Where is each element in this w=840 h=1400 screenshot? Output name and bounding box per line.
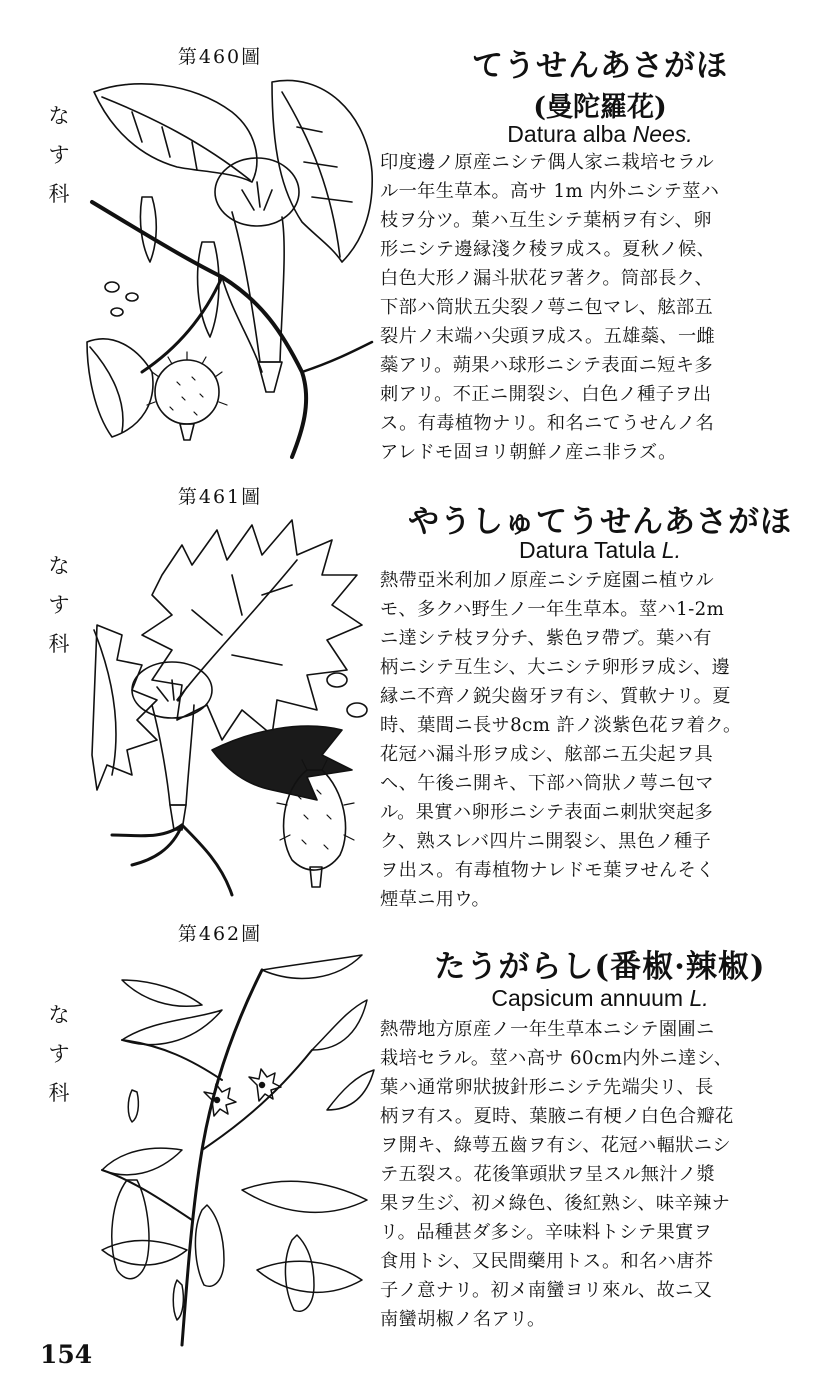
scientific-author: L. <box>689 985 709 1011</box>
description-line: モ、多クハ野生ノ一年生草本。莖ハ1-2m <box>380 599 725 620</box>
family-char: す <box>48 1042 70 1066</box>
family-label <box>44 106 74 205</box>
entry-title: てうせんあさがほ <box>472 48 728 84</box>
description-line: ヲ出ス。有毒植物ナレドモ葉ヲせんそく <box>380 860 715 881</box>
family-char: な <box>48 104 70 128</box>
illustration-datura-alba <box>82 72 382 462</box>
description-line: テ五裂ス。花後筆頭狀ヲ呈スル無汁ノ漿 <box>380 1164 716 1185</box>
page-number: 154 <box>40 1340 93 1369</box>
description-line: ス。有毒植物ナリ。和名ニてうせんノ名 <box>380 413 715 434</box>
description-line: 印度邊ノ原産ニシテ偶人家ニ栽培セラル <box>380 152 715 173</box>
description-line: 花冠ハ漏斗形ヲ成シ、舷部ニ五尖起ヲ具 <box>380 744 714 765</box>
description-line: リ。品種甚ダ多シ。辛味料トシテ果實ヲ <box>380 1222 713 1243</box>
entry-subtitle: (曼陀羅花) <box>533 92 667 123</box>
description-line: 熱帶亞米利加ノ原産ニシテ庭園ニ植ウル <box>380 570 715 591</box>
family-char: 科 <box>48 632 70 656</box>
description-line: 柄ニシテ互生シ、大ニシテ卵形ヲ成シ、邊 <box>380 657 731 678</box>
description-line: 白色大形ノ漏斗狀花ヲ著ク。筒部長ク、 <box>380 268 714 289</box>
scientific-name <box>380 985 820 1012</box>
description-line: 煙草ニ用ウ。 <box>380 889 491 910</box>
description <box>380 1015 825 1334</box>
description-line: アレドモ固ヨリ朝鮮ノ産ニ非ラズ。 <box>380 442 677 463</box>
illustration-datura-tatula <box>82 515 382 905</box>
figure-label: 第462圖 <box>177 923 263 945</box>
scientific-genus: Capsicum annuum <box>491 985 684 1011</box>
description-line: 形ニシテ邊縁淺ク稜ヲ成ス。夏秋ノ候、 <box>380 239 716 260</box>
family-label <box>44 556 74 655</box>
description-line: ル。果實ハ卵形ニシテ表面ニ刺狀突起多 <box>380 802 714 823</box>
scientific-author: Nees. <box>632 121 693 147</box>
scientific-genus: Datura Tatula <box>519 537 656 563</box>
family-char: す <box>48 593 70 617</box>
family-char: す <box>48 143 70 167</box>
entry-datura-tatula <box>0 470 840 915</box>
scientific-genus: Datura alba <box>507 121 627 147</box>
family-label <box>44 1005 74 1104</box>
family-char: な <box>48 1003 70 1027</box>
description-line: 裂片ノ末端ハ尖頭ヲ成ス。五雄蘂、一雌 <box>380 326 716 347</box>
description-line: ヘ、午後ニ開キ、下部ハ筒狀ノ萼ニ包マ <box>380 773 714 794</box>
family-char: 科 <box>48 1081 70 1105</box>
description-line: 栽培セラル。莖ハ高サ 60cm内外ニ達シ、 <box>380 1048 733 1069</box>
description-line: 果ヲ生ジ、初メ綠色、後紅熟シ、味辛辣ナ <box>380 1193 731 1214</box>
description-line: 食用トシ、又民間藥用トス。和名ハ唐芥 <box>380 1251 714 1272</box>
description-line: 枝ヲ分ツ。葉ハ互生シテ葉柄ヲ有シ、卵 <box>380 210 712 231</box>
description-line: 刺アリ。不正ニ開裂シ、白色ノ種子ヲ出 <box>380 384 712 405</box>
description-line: 南蠻胡椒ノ名アリ。 <box>380 1309 546 1330</box>
description-line: ル一年生草本。高サ 1m 内外ニシテ莖ハ <box>380 181 720 202</box>
description-line: 縁ニ不齊ノ鋭尖齒牙ヲ有シ、質軟ナリ。夏 <box>380 686 731 707</box>
description-line: 子ノ意ナリ。初メ南蠻ヨリ來ル、故ニ又 <box>380 1280 713 1301</box>
description-line: 下部ハ筒狀五尖裂ノ萼ニ包マレ、舷部五 <box>380 297 714 318</box>
entry-title: たうがらし(番椒·辣椒) <box>434 949 766 985</box>
family-char: な <box>48 554 70 578</box>
scientific-name <box>380 537 820 564</box>
illustration-capsicum <box>82 950 382 1350</box>
scientific-author: L. <box>661 537 681 563</box>
figure-label: 第460圖 <box>177 46 263 68</box>
entry-datura-alba <box>0 0 840 470</box>
description <box>380 566 825 914</box>
description-line: 蘂アリ。蒴果ハ球形ニシテ表面ニ短キ多 <box>380 355 713 376</box>
scientific-name <box>380 121 820 148</box>
figure-label: 第461圖 <box>177 486 263 508</box>
family-char: 科 <box>48 182 70 206</box>
description-line: ニ達シテ枝ヲ分チ、紫色ヲ帶ブ。葉ハ有 <box>380 628 712 649</box>
description-line: ヲ開キ、綠萼五齒ヲ有シ、花冠ハ輻狀ニシ <box>380 1135 731 1156</box>
entry-title: やうしゅてうせんあさがほ <box>408 504 792 540</box>
description-line: ク、熟スレバ四片ニ開裂シ、黒色ノ種子 <box>380 831 712 852</box>
entry-capsicum-annuum <box>0 915 840 1355</box>
description-line: 柄ヲ有ス。夏時、葉腋ニ有梗ノ白色合瓣花 <box>380 1106 734 1127</box>
description-line: 時、葉間ニ長サ8cm 許ノ淡紫色花ヲ着ク。 <box>380 715 742 736</box>
description-line: 葉ハ通常卵狀披針形ニシテ先端尖リ、長 <box>380 1077 714 1098</box>
description-line: 熱帶地方原産ノ一年生草本ニシテ園圃ニ <box>380 1019 715 1040</box>
description <box>380 148 825 467</box>
